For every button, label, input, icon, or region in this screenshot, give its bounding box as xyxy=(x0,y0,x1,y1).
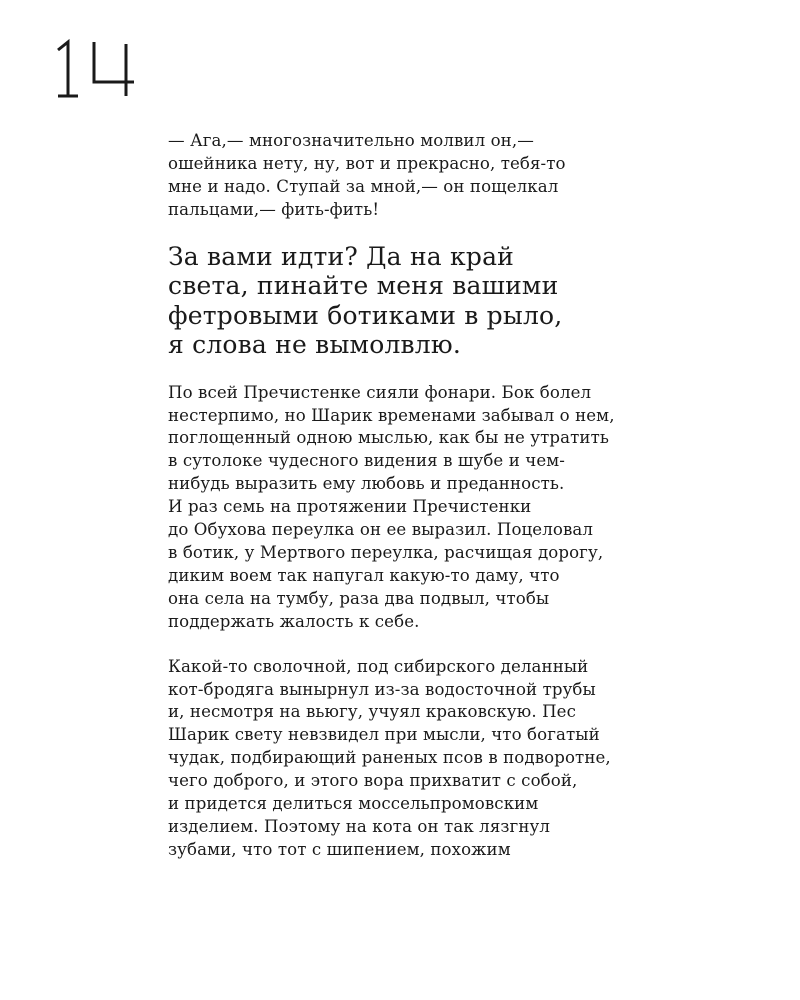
pull-quote-line: фетровыми ботиками в рыло, xyxy=(168,300,563,330)
text-line: в ботик, у Мертвого переулка, расчищая дорогу, xyxy=(168,542,604,562)
text-line: и придется делиться моссельпромовским xyxy=(168,794,539,814)
text-line: диким воем так напугал какую-то даму, что xyxy=(168,565,560,585)
text-line: до Обухова переулка он ее выразил. Поцеловал xyxy=(168,520,594,540)
paragraph-dialogue xyxy=(168,130,708,222)
text-line: — Ага,— многозначительно молвил он,— xyxy=(168,131,534,150)
pull-quote-line: света, пинайте меня вашими xyxy=(168,271,559,301)
page-number-digit-1 xyxy=(54,38,80,100)
text-line: поддержать жалость к себе. xyxy=(168,611,420,631)
text-line: поглощенный одною мыслью, как бы не утратить xyxy=(168,428,609,448)
text-line: чего доброго, и этого вора прихватит с собой, xyxy=(168,771,578,791)
text-line: чудак, подбирающий раненых псов в подворотне, xyxy=(168,748,611,768)
pull-quote xyxy=(168,242,708,360)
text-line: Какой-то сволочной, под сибирского деланный xyxy=(168,656,589,676)
page-number xyxy=(54,38,138,114)
text-line: зубами, что тот с шипением, похожим xyxy=(168,839,511,859)
text-line: изделием. Поэтому на кота он так лязгнул xyxy=(168,816,550,836)
text-column xyxy=(168,130,708,862)
text-line: нестерпимо, но Шарик временами забывал о нем, xyxy=(168,405,615,425)
text-line: нибудь выразить ему любовь и преданность. xyxy=(168,474,565,494)
page-number-digit-4 xyxy=(88,38,138,100)
text-line: мне и надо. Ступай за мной,— он пощелкал xyxy=(168,176,559,196)
paragraph-prechistenka xyxy=(168,382,708,634)
paragraph-cat xyxy=(168,656,708,862)
text-line: пальцами,— фить-фить! xyxy=(168,199,380,219)
text-line: По всей Пречистенке сияли фонари. Бок болел xyxy=(168,382,592,402)
pull-quote-line: За вами идти? Да на край xyxy=(168,241,515,271)
text-line: Шарик свету невзвидел при мысли, что богатый xyxy=(168,725,600,745)
text-line: кот-бродяга вынырнул из-за водосточной трубы xyxy=(168,679,596,699)
text-line: она села на тумбу, раза два подвыл, чтобы xyxy=(168,588,550,608)
text-line: в сутолоке чудесного видения в шубе и чем- xyxy=(168,451,565,471)
text-line: ошейника нету, ну, вот и прекрасно, тебя-то xyxy=(168,153,566,173)
paragraph-gap xyxy=(168,634,708,656)
pull-quote-line: я слова не вымолвлю. xyxy=(168,330,462,360)
text-line: и, несмотря на вьюгу, учуял краковскую. Пес xyxy=(168,702,576,722)
text-line: И раз семь на протяжении Пречистенки xyxy=(168,497,532,517)
